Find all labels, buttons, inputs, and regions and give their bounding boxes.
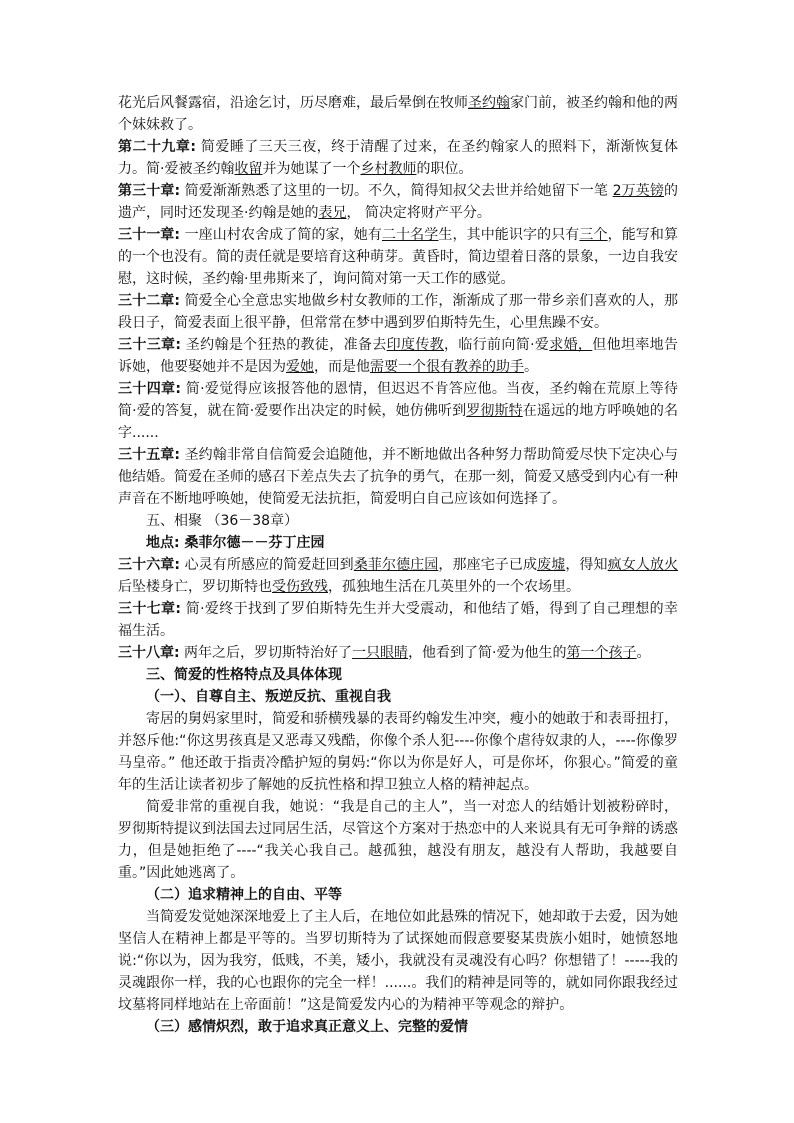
chapter-heading: 第三十章: [118,183,181,199]
underlined-term: 第一个孩子 [566,645,637,661]
underlined-term: 二十名学 [381,227,439,243]
underlined-term: 圣约翰 [468,95,510,111]
section-three-heading: 三、简爱的性格特点及具体体现 [146,667,342,683]
underlined-term: 爱她 [286,359,314,375]
location-line [118,532,678,554]
underlined-term: 求婚， [549,337,593,353]
subsection-two-paragraph-1: 当简爱发觉她深深地爱上了主人后，在地位如此悬殊的情况下，她却敢于去爱，因为她坚信人在精神上都是平等的。当罗切斯特为了试探她而假意要娶某贵族小姐时，她愤怒地说:“你以为，因为我穷，低贱，不美，矮小，我就没有灵魂没有心吗？你想错了！-----我的灵魂跟你一样，我的心也跟你的完全一样！......。我们的精神是同等的，就如同你跟我经过坟墓将同样地站在上帝面前！”这是简爱发内心的为精神平等观念的辩护。 [118,909,678,1013]
subsection-one-heading: （一）、自尊自主、叛逆反抗、重视自我 [146,689,391,705]
chapter-heading: 三十七章: [118,601,181,617]
chapter-33: 三十三章: 圣约翰是个狂热的教徒，准备去印度传教，临行前向简·爱求婚，但他坦率地告诉她，他要娶她并不是因为爱她，而是他需要一个很有教养的助手。 [118,337,679,375]
underlined-term: 罗彻斯特 [466,403,523,419]
chapter-36: 三十六章: 心灵有所感应的简爱赶回到桑菲尔德庄园，那座宅子已成废墟，得知疯女人放火后坠楼身亡，罗切斯特也受伤致残，孤独地生活在几英里外的一个农场里。 [118,557,679,595]
chapter-32: 三十二章: 简爱全心全意忠实地做乡村女教师的工作，渐渐成了那一带乡亲们喜欢的人，那段日子，简爱表面上很平静，但常常在梦中遇到罗伯斯特先生，心里焦躁不安。 [118,293,678,331]
chapter-29: 第二十九章: 简爱睡了三天三夜，终于清醒了过来，在圣约翰家人的照料下，渐渐恢复体力。简·爱被圣约翰收留并为她谋了一个乡村教师的职位。 [118,139,678,177]
underlined-term: 印度传教 [386,337,445,353]
chapter-heading: 三十八章: [118,645,180,661]
chapter-heading: 三十一章: [118,227,181,243]
underlined-term: 废墟 [537,557,566,573]
chapter-heading: 三十六章: [118,557,181,573]
chapter-38: 三十八章: 两年之后，罗切斯特治好了一只眼睛，他看到了简·爱为他生的第一个孩子。 [118,645,651,661]
location-label: 地点 [146,535,174,551]
chapter-30: 第三十章: 简爱渐渐熟悉了这里的一切。不久，简得知叔父去世并给她留下一笔 2万英镑的遗产，同时还发现圣·约翰是她的表兄， 简决定将财产平分。 [118,183,678,221]
underlined-term: 需要一个很有教养的助手 [370,359,524,375]
chapter-31: 三十一章: 一座山村农舍成了简的家，她有二十名学生，其中能识字的只有三个，能写和算的一个也没有。简的责任就是要培育这种萌芽。黄昏时，简边望着日落的景象，一边自我安慰，这时候，圣约翰·里弗斯来了，询问简对第一天工作的感觉。 [118,227,679,287]
underlined-term: 一只眼睛 [352,645,409,661]
chapter-34: 三十四章: 简·爱觉得应该报答他的恩情，但迟迟不肯答应他。当夜，圣约翰在荒原上等待简·爱的答复，就在简·爱要作出决定的时候，她仿佛听到罗彻斯特在遥远的地方呼唤她的名字...... [118,381,679,441]
underlined-term: 表兄 [318,205,347,221]
subsection-one-paragraph-1: 寄居的舅妈家里时，简爱和骄横残暴的表哥约翰发生冲突，瘦小的她敢于和表哥扭打，并怒斥他:“你这男孩真是又恶毒又残酷，你像个杀人犯----你像个虐待奴隶的人，----你像罗马皇帝。” 他还敢于指责冷酷护短的舅妈:“你以为你是好人，可是你坏，你狠心。”简爱的童年的生活让读者初步了解她的反抗性格和捍卫独立人格的精神起点。 [118,711,678,793]
part-five-heading: 五、相聚 （36－38章） [146,513,299,529]
underlined-term: 乡村教师 [360,161,417,177]
underlined-term: 三个 [579,227,608,243]
chapter-heading: 三十五章: [118,447,181,463]
underlined-term: 2万英镑 [612,183,664,199]
chapter-heading: 三十二章: [118,293,181,309]
chapter-heading: 三十四章: [118,381,181,397]
underlined-term: 受伤致残 [272,579,328,595]
underlined-term: 收留 [234,161,263,177]
chapter-35: 三十五章: 圣约翰非常自信简爱会追随他，并不断地做出各种努力帮助简爱尽快下定决心与他结婚。简爱在圣师的感召下差点失去了抗争的勇气，在那一刻，简爱又感受到内心有一种声音在不断地呼唤她，使简爱无法抗拒，简爱明白自己应该如何选择了。 [118,447,678,507]
subsection-two-heading: （二）追求精神上的自由、平等 [146,887,342,903]
chapter-heading: 第二十九章: [118,139,196,155]
underlined-term: 疯女人放火 [607,557,679,573]
subsection-one-paragraph-2: 简爱非常的重视自我，她说：“我是自己的主人”，当一对恋人的结婚计划被粉碎时，罗彻斯特提议到法国去过同居生活，尽管这个方案对于热恋中的人来说具有无可争辩的诱惑力，但是她拒绝了----“我关心我自己。越孤独，越没有朋友，越没有人帮助，我越要自重。”因此她逃离了。 [118,799,678,881]
location-value: : 桑菲尔德－－芬丁庄园 [174,535,325,551]
subsection-three-heading: （三）感情炽烈，敢于追求真正意义上、完整的爱情 [146,1019,468,1035]
chapter-37: 三十七章: 简·爱终于找到了罗伯斯特先生并大受震动，和他结了婚，得到了自己理想的幸福生活。 [118,601,678,639]
document-page [118,92,678,1038]
underlined-term: 桑菲尔德庄园 [353,557,439,573]
paragraph-rescue: 花光后风餐露宿，沿途乞讨，历尽磨难，最后晕倒在牧师圣约翰家门前，被圣约翰和他的两个妹妹救了。 [118,95,678,133]
chapter-heading: 三十三章: [118,337,181,353]
